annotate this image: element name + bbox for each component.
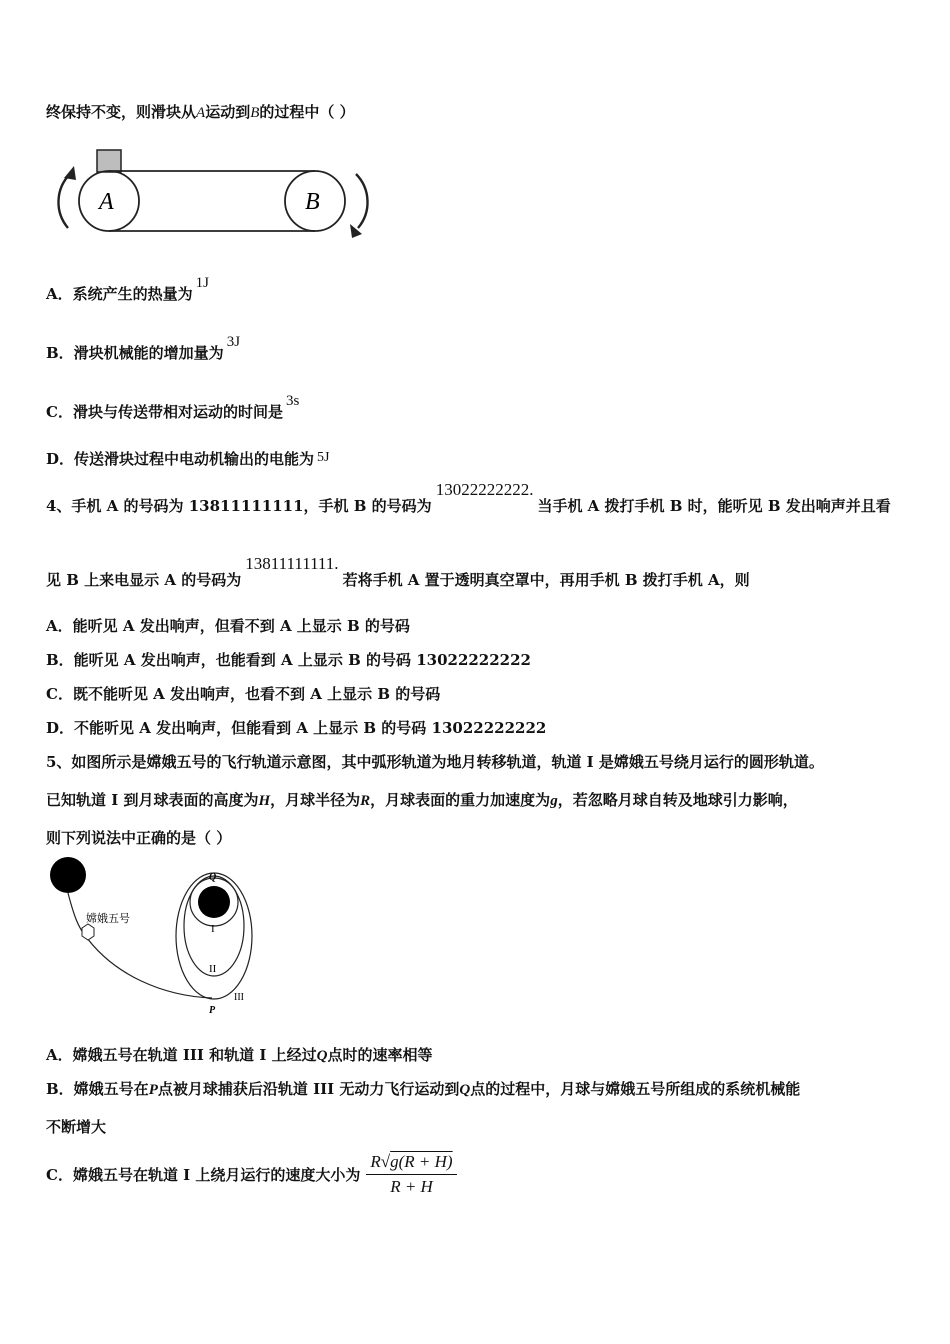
orbit-diagram bbox=[44, 856, 274, 1016]
slider-block bbox=[97, 150, 121, 172]
rotation-arrow-right bbox=[356, 174, 368, 228]
orbit-ii-label: II bbox=[209, 963, 217, 975]
orbit-i-label: I bbox=[211, 923, 215, 935]
point-a-label: A bbox=[196, 105, 206, 121]
q4-stem-line1: 4、手机 A 的号码为 13811111111，手机 B 的号码为13022222222.当手机 A 拨打手机 B 时，能听见 B 发出响声并且看 bbox=[46, 480, 891, 515]
q4-stem-line2: 见 B 上来电显示 A 的号码为13811111111.若将手机 A 置于透明真空罩中，再用手机 B 拨打手机 A，则 bbox=[46, 554, 750, 589]
probe-label: 嫦娥五号 bbox=[86, 912, 130, 925]
q5-stem-line3: 则下列说法中正确的是（ ） bbox=[46, 829, 232, 847]
q5-option-c: C．嫦娥五号在轨道 I 上绕月运行的速度大小为 $\frac{R√g(R + H)}{R + H}$ bbox=[46, 1152, 457, 1197]
arrow-head-left-icon bbox=[64, 166, 76, 180]
q4-option-b: B．能听见 A 发出响声，也能看到 A 上显示 B 的号码 13022222222 bbox=[46, 651, 531, 669]
point-b-label: B bbox=[250, 105, 260, 121]
q3-option-c: C．滑块与传送带相对运动的时间是3s bbox=[46, 393, 300, 421]
earth-disk bbox=[50, 857, 86, 893]
q4-option-d: D．不能听见 A 发出响声，但能看到 A 上显示 B 的号码 13022222222 bbox=[46, 719, 547, 737]
q3-option-d: D．传送滑块过程中电动机输出的电能为 5J bbox=[46, 450, 330, 468]
q3-option-b: B．滑块机械能的增加量为3J bbox=[46, 334, 241, 362]
q3-option-a: A．系统产生的热量为1J bbox=[46, 275, 209, 303]
q5-stem-line1: 5、如图所示是嫦娥五号的飞行轨道示意图，其中弧形轨道为地月转移轨道，轨道 I 是嫦娥五号绕月运行的圆形轨道。 bbox=[46, 753, 824, 771]
probe-icon bbox=[82, 924, 94, 940]
phone-a-number: 13811111111. bbox=[245, 554, 339, 573]
phone-b-number: 13022222222. bbox=[435, 480, 534, 499]
q4-option-a: A．能听见 A 发出响声，但看不到 A 上显示 B 的号码 bbox=[46, 617, 410, 635]
rotation-arrow-left bbox=[58, 174, 70, 228]
pulley-a-label: A bbox=[99, 189, 114, 215]
velocity-formula: $\frac{R√g(R + H)}{R + H}$ bbox=[366, 1152, 456, 1197]
q5-stem-line2: 已知轨道 I 到月球表面的高度为H，月球半径为R，月球表面的重力加速度为g，若忽略月球自转及地球引力影响， bbox=[46, 791, 798, 809]
pulley-b-label: B bbox=[305, 189, 320, 215]
point-q-label: Q bbox=[209, 872, 217, 883]
orbit-iii-label: III bbox=[234, 992, 244, 1003]
point-p-label: P bbox=[209, 1005, 216, 1016]
q5-option-b-line2: 不断增大 bbox=[46, 1118, 107, 1136]
q5-option-b-line1: B．嫦娥五号在P点被月球捕获后沿轨道 III 无动力飞行运动到Q点的过程中，月球与嫦娥五号所组成的系统机械能 bbox=[46, 1080, 801, 1098]
q3-stem-tail: 终保持不变，则滑块从A运动到B的过程中（ ） bbox=[46, 103, 355, 121]
sqrt-icon: √ bbox=[380, 1152, 391, 1171]
q5-option-a: A．嫦娥五号在轨道 III 和轨道 I 上经过Q点时的速率相等 bbox=[46, 1046, 433, 1064]
q4-option-c: C．既不能听见 A 发出响声，也看不到 A 上显示 B 的号码 bbox=[46, 685, 441, 703]
conveyor-belt-figure bbox=[52, 146, 382, 246]
moon-disk bbox=[198, 886, 230, 918]
